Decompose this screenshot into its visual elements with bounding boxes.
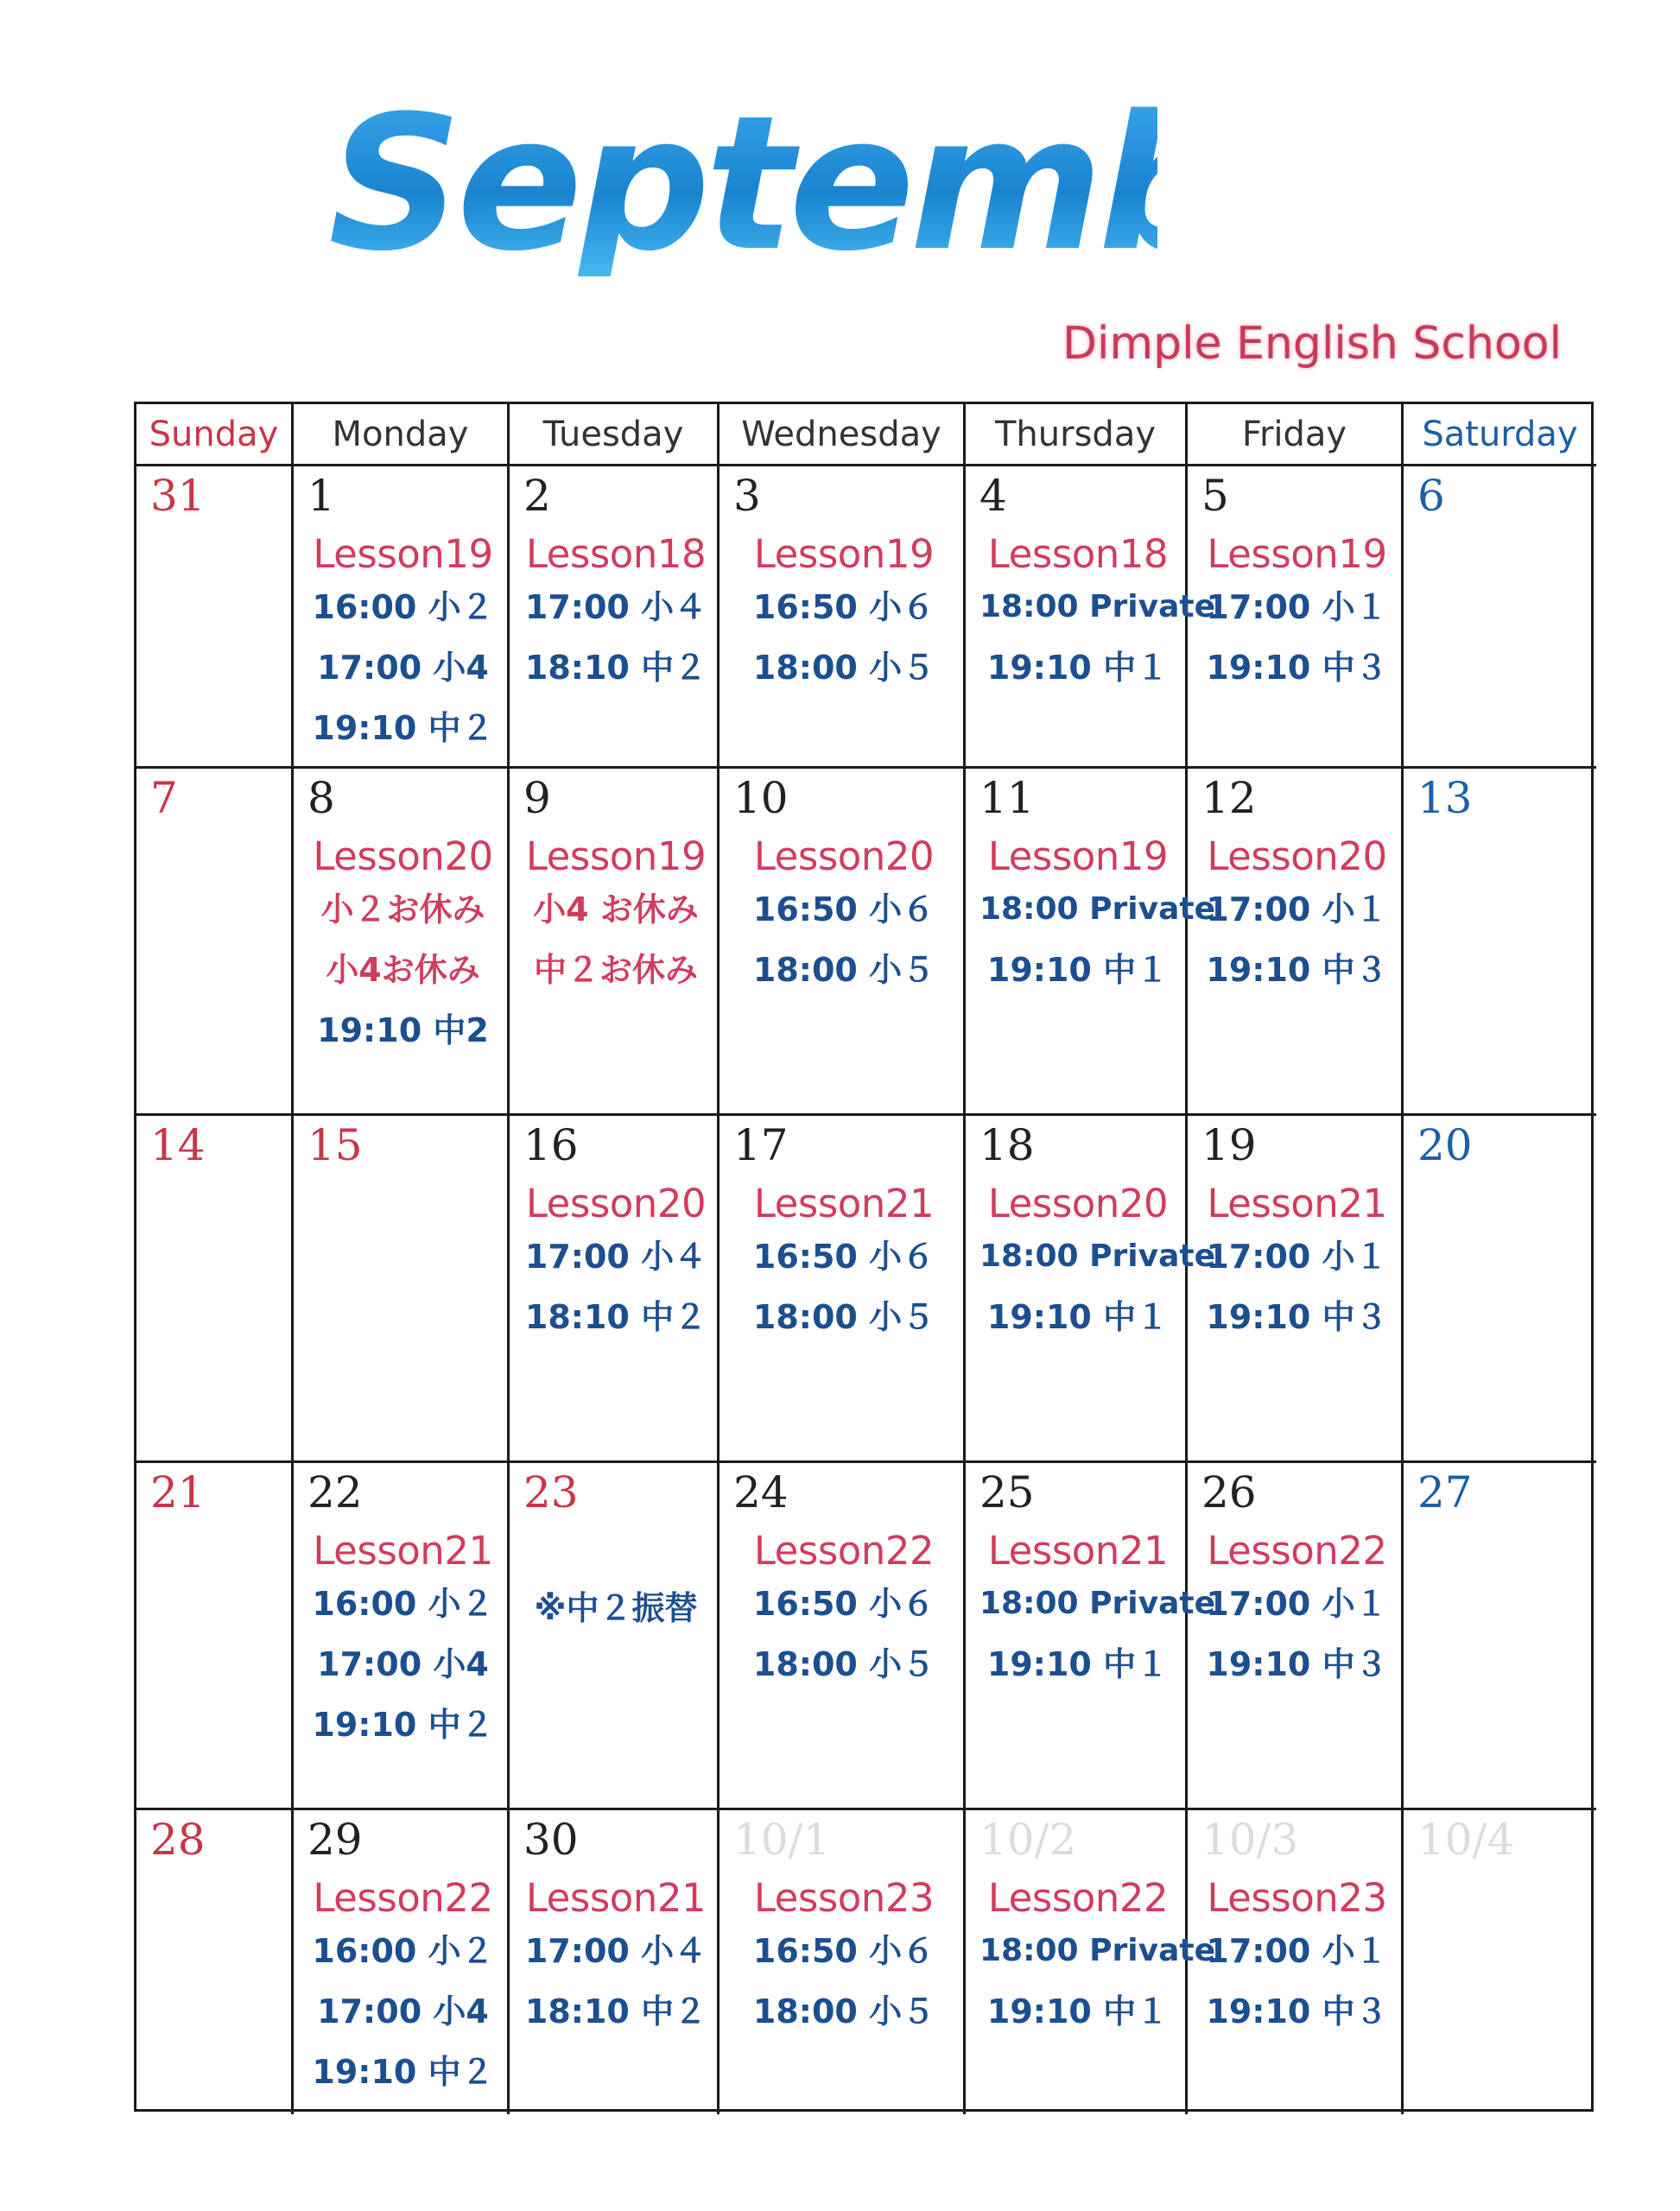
schedule-entry: 19:10 中２ (312, 708, 494, 747)
schedule-entry: 16:00 小２ (312, 1584, 494, 1623)
weekday-header-wednesday: Wednesday (720, 404, 966, 466)
day-number: 18 (979, 1120, 1035, 1170)
schedule-entry: 18:00 Private (979, 588, 1215, 624)
schedule-entry: 16:50 小６ (752, 890, 935, 928)
day-cell (510, 769, 720, 1116)
schedule-entry: 17:00 小４ (524, 1237, 707, 1276)
day-cell (510, 1463, 720, 1810)
weekday-header-sunday: Sunday (136, 404, 294, 466)
day-cell (1188, 769, 1404, 1116)
schedule-entry: 18:00 Private (979, 1585, 1215, 1621)
weekday-header-saturday: Saturday (1404, 404, 1596, 466)
day-cell (966, 1463, 1215, 1810)
schedule-entry: 19:10 中２ (312, 1705, 494, 1744)
day-cell (1404, 1116, 1596, 1463)
day-number: 30 (523, 1815, 579, 1865)
day-cell (966, 769, 1215, 1116)
schedule-entry: 17:00 小4 (317, 1992, 489, 2030)
day-number: 1 (307, 471, 335, 521)
lesson-label: Lesson23 (1207, 1874, 1387, 1921)
schedule-entry: 18:00 小５ (752, 648, 935, 687)
schedule-entry: 19:10 中１ (986, 950, 1170, 989)
weekday-header-thursday: Thursday (966, 404, 1188, 466)
lesson-label: Lesson21 (987, 1527, 1169, 1574)
schedule-entry: 19:10 中１ (986, 1644, 1170, 1683)
day-number: 10/4 (1417, 1815, 1515, 1865)
day-cell (510, 1810, 720, 2114)
lesson-label: Lesson22 (1207, 1527, 1387, 1574)
day-number: 6 (1417, 471, 1445, 521)
day-cell (1404, 1810, 1596, 2114)
weekday-header-monday: Monday (294, 404, 510, 466)
day-number: 25 (979, 1467, 1035, 1517)
day-cell (720, 1463, 966, 1810)
day-number: 16 (523, 1120, 579, 1170)
lesson-label: Lesson21 (313, 1527, 493, 1574)
schedule-entry: 16:00 小２ (312, 587, 494, 626)
schedule-entry: 19:10 中３ (1206, 648, 1388, 687)
lesson-label: Lesson21 (1207, 1180, 1387, 1226)
schedule-entry: 19:10 中１ (986, 1992, 1170, 2030)
day-cell (1404, 466, 1596, 769)
day-number: 23 (523, 1467, 579, 1517)
lesson-label: Lesson20 (525, 1180, 707, 1226)
day-number: 7 (150, 773, 178, 823)
day-number: 10/3 (1201, 1815, 1299, 1865)
day-number: 27 (1417, 1467, 1473, 1517)
schedule-entry: 17:00 小１ (1206, 1931, 1388, 1970)
schedule-entry: 17:00 小１ (1206, 1584, 1388, 1623)
schedule-entry: 19:10 中３ (1206, 950, 1388, 989)
lesson-label: Lesson20 (753, 833, 935, 879)
lesson-label: Lesson22 (313, 1874, 493, 1921)
day-cell (294, 1463, 510, 1810)
day-cell (294, 466, 510, 769)
day-cell (1188, 1116, 1404, 1463)
schedule-entry: 18:10 中２ (524, 1992, 707, 2030)
day-number: 10/1 (733, 1815, 831, 1865)
school-name: Dimple English School (1062, 318, 1563, 370)
schedule-entry: 17:00 小4 (317, 1644, 489, 1683)
day-cell (720, 769, 966, 1116)
day-number: 14 (150, 1120, 206, 1170)
schedule-entry: 19:10 中３ (1206, 1297, 1388, 1336)
lesson-label: Lesson19 (313, 530, 493, 577)
day-number: 9 (523, 773, 551, 823)
schedule-entry: 小4お休み (326, 950, 480, 989)
lesson-label: Lesson21 (753, 1180, 935, 1226)
day-cell (1188, 1810, 1404, 2114)
day-number: 22 (307, 1467, 363, 1517)
day-number: 8 (307, 773, 335, 823)
schedule-entry: 17:00 小１ (1206, 890, 1388, 928)
lesson-label: Lesson18 (987, 530, 1169, 577)
day-cell (294, 1810, 510, 2114)
schedule-entry: 17:00 小4 (317, 648, 489, 687)
schedule-entry: 17:00 小４ (524, 1931, 707, 1970)
lesson-label: Lesson22 (987, 1874, 1169, 1921)
day-number: 2 (523, 471, 551, 521)
schedule-entry: 18:00 Private (979, 1932, 1215, 1968)
schedule-entry: 19:10 中３ (1206, 1644, 1388, 1683)
schedule-entry: 18:00 小５ (752, 1644, 935, 1683)
day-number: 10/2 (979, 1815, 1077, 1865)
day-cell (720, 1116, 966, 1463)
day-cell (1188, 1463, 1404, 1810)
schedule-entry: 17:00 小１ (1206, 587, 1388, 626)
schedule-entry: 17:00 小４ (524, 587, 707, 626)
day-cell (1404, 769, 1596, 1116)
day-cell (136, 1463, 294, 1810)
day-cell (1188, 466, 1404, 769)
day-number: 11 (979, 773, 1035, 823)
weekday-header-friday: Friday (1188, 404, 1404, 466)
lesson-label: Lesson22 (753, 1527, 935, 1574)
day-cell (294, 769, 510, 1116)
schedule-entry: 19:10 中2 (317, 1010, 489, 1049)
day-cell (136, 1810, 294, 2114)
day-number: 28 (150, 1815, 206, 1865)
day-cell (510, 1116, 720, 1463)
lesson-label: Lesson18 (525, 530, 707, 577)
weekday-header-tuesday: Tuesday (510, 404, 720, 466)
day-number: 15 (307, 1120, 363, 1170)
lesson-label: Lesson23 (753, 1874, 935, 1921)
day-cell (136, 769, 294, 1116)
day-number: 13 (1417, 773, 1473, 823)
schedule-entry: 18:10 中２ (524, 648, 707, 687)
day-number: 26 (1201, 1467, 1257, 1517)
lesson-label: Lesson20 (1207, 833, 1387, 879)
schedule-entry: 19:10 中１ (986, 648, 1170, 687)
day-number: 29 (307, 1815, 363, 1865)
calendar-grid (134, 402, 1594, 2112)
day-cell (720, 1810, 966, 2114)
schedule-entry: 18:00 小５ (752, 1992, 935, 2030)
lesson-label: Lesson20 (313, 833, 493, 879)
day-cell (966, 1116, 1215, 1463)
schedule-entry: 16:50 小６ (752, 1237, 935, 1276)
day-cell (510, 466, 720, 769)
day-cell (1404, 1463, 1596, 1810)
schedule-entry: 18:00 小５ (752, 950, 935, 989)
schedule-entry: 小4 お休み (533, 890, 699, 928)
schedule-entry: 18:10 中２ (524, 1297, 707, 1336)
schedule-entry: 16:00 小２ (312, 1931, 494, 1970)
schedule-entry: 18:00 小５ (752, 1297, 935, 1336)
lesson-label: Lesson19 (987, 833, 1169, 879)
day-number: 3 (733, 471, 761, 521)
schedule-entry: 19:10 中２ (312, 2052, 494, 2091)
day-cell (136, 466, 294, 769)
day-cell (966, 466, 1215, 769)
schedule-entry: 16:50 小６ (752, 1931, 935, 1970)
lesson-label: Lesson19 (753, 530, 935, 577)
day-number: 10 (733, 773, 789, 823)
schedule-entry: 小２お休み (320, 890, 485, 928)
day-cell (136, 1116, 294, 1463)
day-cell (294, 1116, 510, 1463)
day-number: 31 (150, 471, 206, 521)
schedule-entry: 17:00 小１ (1206, 1237, 1388, 1276)
lesson-label: Lesson19 (525, 833, 707, 879)
schedule-entry: ※中２振替 (534, 1588, 698, 1627)
day-number: 20 (1417, 1120, 1473, 1170)
schedule-entry: 16:50 小６ (752, 1584, 935, 1623)
day-number: 19 (1201, 1120, 1257, 1170)
lesson-label: Lesson21 (525, 1874, 707, 1921)
schedule-entry: 16:50 小６ (752, 587, 935, 626)
day-number: 12 (1201, 773, 1257, 823)
schedule-entry: 19:10 中３ (1206, 1992, 1388, 2030)
schedule-entry: 18:00 Private (979, 890, 1215, 927)
day-cell (966, 1810, 1215, 2114)
day-number: 21 (150, 1467, 206, 1517)
day-number: 5 (1201, 471, 1229, 521)
lesson-label: Lesson19 (1207, 530, 1387, 577)
day-cell (720, 466, 966, 769)
month-title: September (328, 75, 1433, 292)
day-number: 17 (733, 1120, 789, 1170)
day-number: 4 (979, 471, 1007, 521)
day-number: 24 (733, 1467, 789, 1517)
schedule-entry: 19:10 中１ (986, 1297, 1170, 1336)
schedule-entry: 18:00 Private (979, 1238, 1215, 1274)
schedule-entry: 中２お休み (533, 950, 698, 989)
lesson-label: Lesson20 (987, 1180, 1169, 1226)
